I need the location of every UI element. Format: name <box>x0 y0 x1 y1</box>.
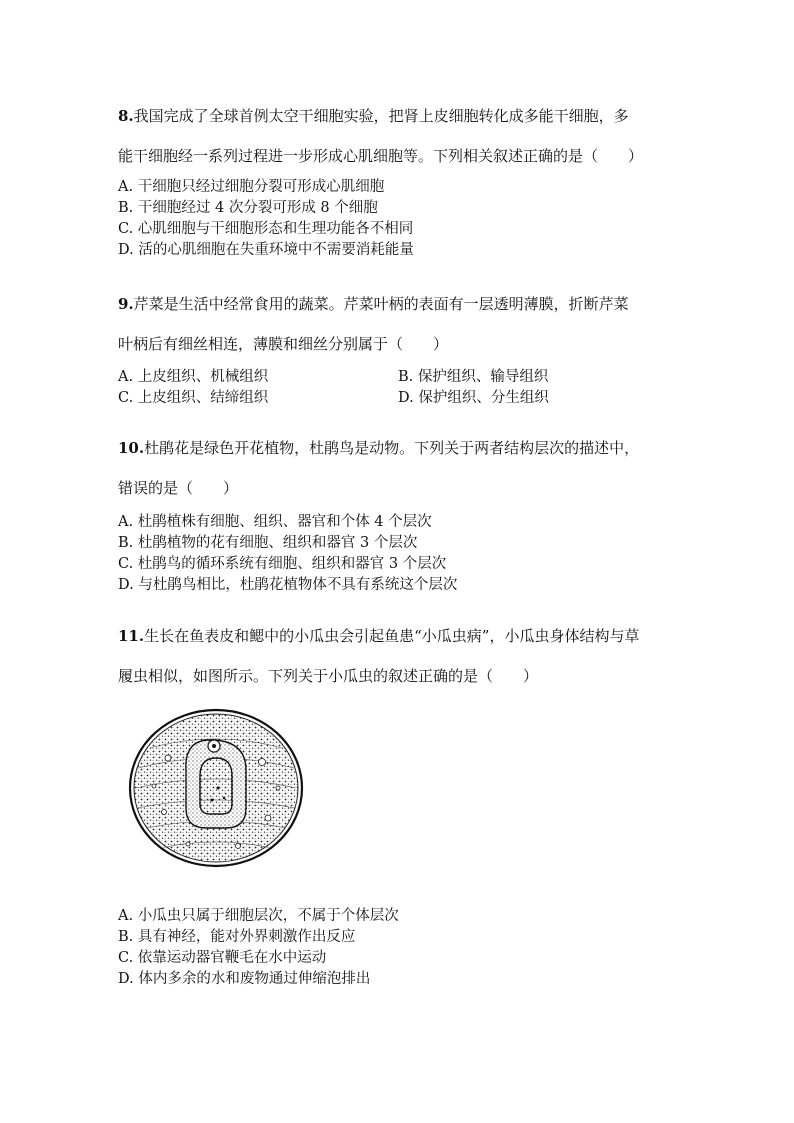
stem-line: 生长在鱼表皮和鳃中的小瓜虫会引起鱼患“小瓜虫病”，小瓜虫身体结构与草 <box>144 627 640 645</box>
stem-line: 芹菜是生活中经常食用的蔬菜。芹菜叶柄的表面有一层透明薄膜，折断芹菜 <box>133 295 629 313</box>
question-11 <box>118 616 678 696</box>
option-b[interactable]: B. 保护组织、输导组织 <box>398 369 549 385</box>
stem-line: 履虫相似，如图所示。下列关于小瓜虫的叙述正确的是（ ） <box>118 667 539 685</box>
option-b[interactable]: B. 杜鹃植物的花有细胞、组织和器官 3 个层次 <box>118 535 418 551</box>
question-number: 10. <box>118 439 145 457</box>
question-stem <box>118 284 678 364</box>
option-d[interactable]: D. 与杜鹃鸟相比，杜鹃花植物体不具有系统这个层次 <box>118 577 458 593</box>
stem-line: 杜鹃花是绿色开花植物，杜鹃鸟是动物。下列关于两者结构层次的描述中， <box>144 439 640 457</box>
option-c[interactable]: C. 杜鹃鸟的循环系统有细胞、组织和器官 3 个层次 <box>118 556 447 572</box>
stem-line: 错误的是（ ） <box>118 479 239 497</box>
question-9 <box>118 284 678 409</box>
question-number: 9. <box>118 295 134 313</box>
question-stem <box>118 616 678 696</box>
question-8 <box>118 96 678 261</box>
option-a[interactable]: A. 小瓜虫只属于细胞层次，不属于个体层次 <box>118 908 399 924</box>
question-number: 8. <box>118 107 134 125</box>
option-b[interactable]: B. 干细胞经过 4 次分裂可形成 8 个细胞 <box>118 200 378 216</box>
ciliate-illustration <box>128 708 304 868</box>
question-stem <box>118 96 678 176</box>
question-number: 11. <box>118 627 145 645</box>
question-11-options <box>118 906 678 990</box>
option-c[interactable]: C. 上皮组织、结缔组织 <box>118 390 269 406</box>
question-10 <box>118 428 678 596</box>
option-d[interactable]: D. 活的心肌细胞在失重环境中不需要消耗能量 <box>118 242 414 258</box>
option-b[interactable]: B. 具有神经，能对外界刺激作出反应 <box>118 929 356 945</box>
option-d[interactable]: D. 保护组织、分生组织 <box>398 390 549 406</box>
option-d[interactable]: D. 体内多余的水和废物通过伸缩泡排出 <box>118 971 371 987</box>
stem-line: 叶柄后有细丝相连，薄膜和细丝分别属于（ ） <box>118 335 449 353</box>
option-a[interactable]: A. 杜鹃植株有细胞、组织、器官和个体 4 个层次 <box>118 514 432 530</box>
option-a[interactable]: A. 上皮组织、机械组织 <box>118 369 269 385</box>
stem-line: 我国完成了全球首例太空干细胞实验，把肾上皮细胞转化成多能干细胞，多 <box>133 107 629 125</box>
option-c[interactable]: C. 依靠运动器官鞭毛在水中运动 <box>118 950 327 966</box>
option-c[interactable]: C. 心肌细胞与干细胞形态和生理功能各不相同 <box>118 221 414 237</box>
question-stem <box>118 428 678 508</box>
stem-line: 能干细胞经一系列过程进一步形成心肌细胞等。下列相关叙述正确的是（ ） <box>118 147 644 165</box>
option-a[interactable]: A. 干细胞只经过细胞分裂可形成心肌细胞 <box>118 179 385 195</box>
